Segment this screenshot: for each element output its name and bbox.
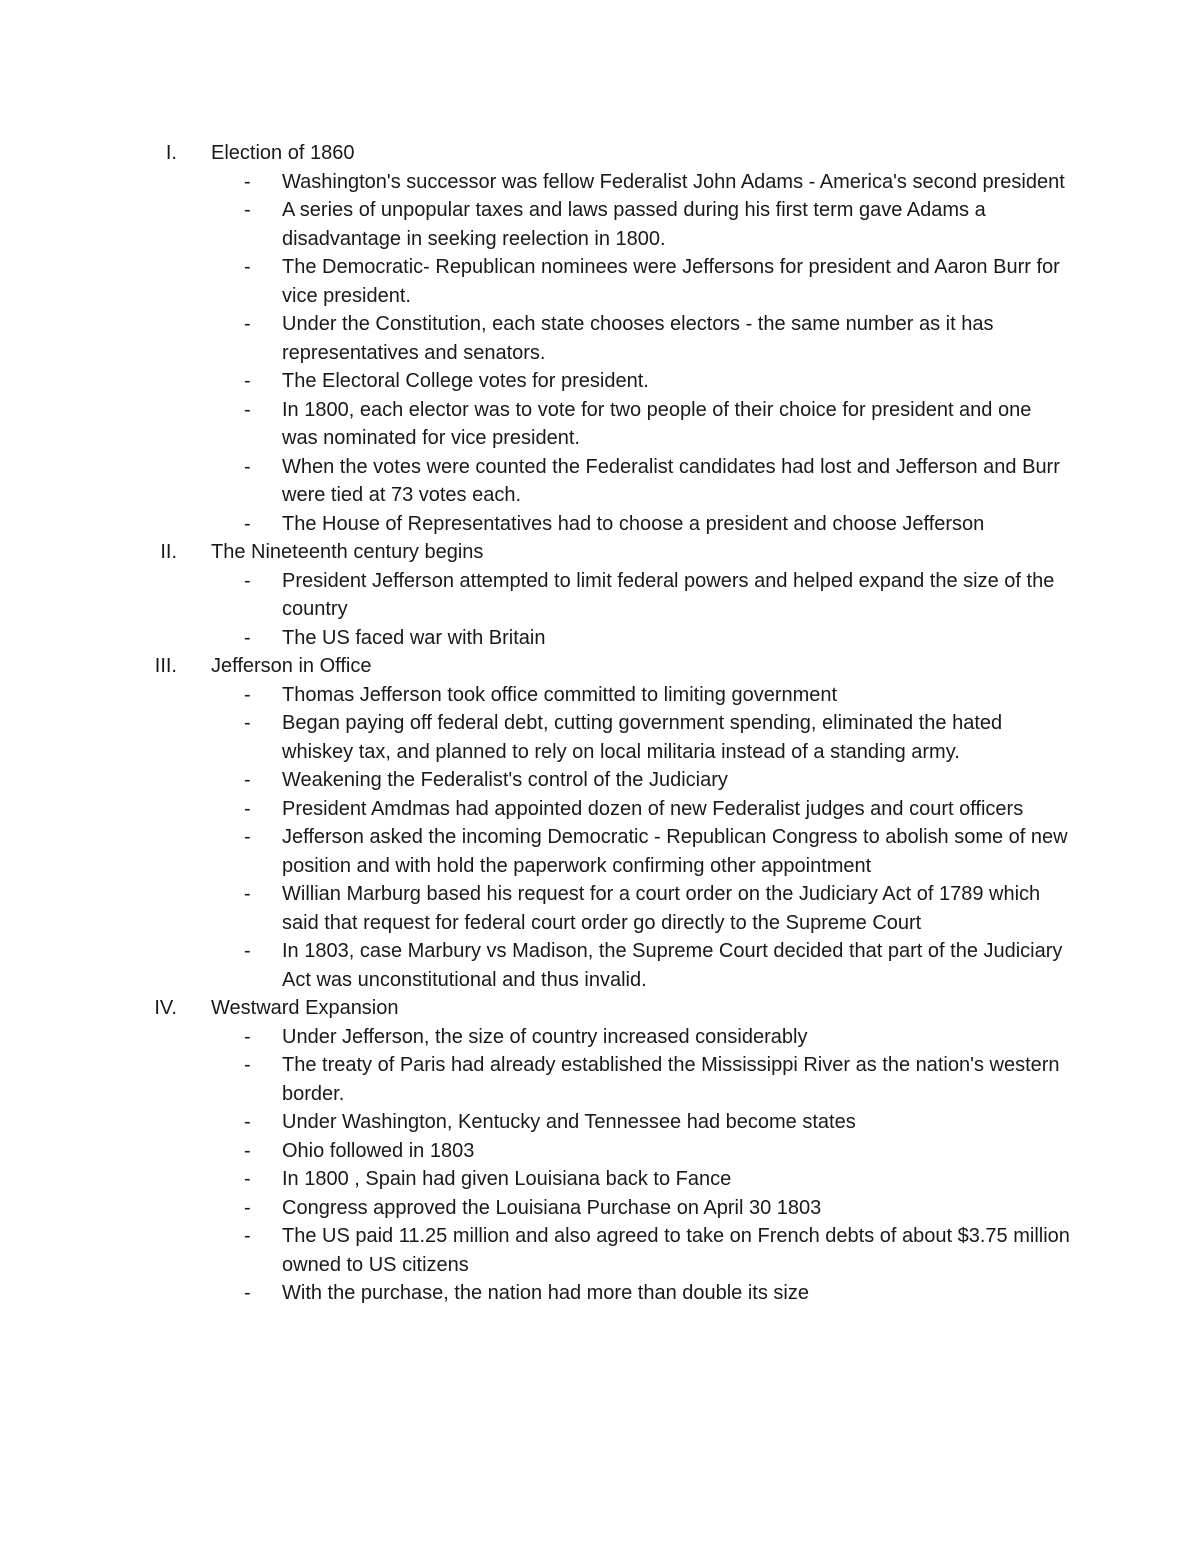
- bullet-text: President Jefferson attempted to limit federal powers and helped expand the size of the country: [282, 569, 1055, 620]
- bullet-dash: -: [244, 797, 251, 820]
- list-item: [0, 795, 1072, 824]
- bullet-text: The US paid 11.25 million and also agreed to take on French debts of about $3.75 million owned to US citizens: [282, 1225, 1070, 1276]
- bullet-dash: -: [244, 1225, 251, 1247]
- bullet-text: Washington's successor was fellow Federalist John Adams - America's second president: [282, 170, 1065, 193]
- list-item: [0, 1137, 1072, 1166]
- list-item: [0, 1222, 1072, 1279]
- list-item: [0, 396, 1072, 453]
- section-title: Westward Expansion: [211, 997, 399, 1019]
- bullet-dash: -: [244, 1111, 251, 1133]
- list-item: [0, 196, 1072, 253]
- section-title: Jefferson in Office: [211, 655, 372, 677]
- bullet-text: The treaty of Paris had already established the Mississippi River as the nation's western border.: [282, 1054, 1060, 1105]
- bullet-text: The Democratic- Republican nominees were Jeffersons for president and Aaron Burr for vice president.: [282, 256, 1060, 307]
- bullet-dash: -: [244, 313, 251, 335]
- bullet-dash: -: [244, 199, 251, 221]
- list-item: [0, 766, 1072, 795]
- bullet-text: In 1803, case Marbury vs Madison, the Supreme Court decided that part of the Judiciary Act was unconstitutional and thus invalid.: [282, 940, 1063, 991]
- section-1: [0, 139, 1200, 538]
- bullet-dash: -: [244, 626, 251, 649]
- outline: [0, 139, 1200, 1308]
- bullet-list: [0, 1023, 1200, 1308]
- list-item: [0, 567, 1072, 624]
- list-item: [0, 1108, 1072, 1137]
- section-4: [0, 994, 1200, 1308]
- bullet-text: A series of unpopular taxes and laws passed during his first term gave Adams a disadvantage in seeking reelection in 1800.: [282, 199, 986, 250]
- bullet-text: Began paying off federal debt, cutting government spending, eliminated the hated whiskey tax, and planned to rely on local militaria instead of a standing army.: [282, 712, 1003, 763]
- section-heading: [0, 538, 1200, 567]
- bullet-dash: -: [244, 170, 251, 193]
- bullet-dash: -: [244, 256, 251, 278]
- section-heading: [0, 994, 1200, 1023]
- list-item: [0, 453, 1072, 510]
- section-heading: [0, 652, 1200, 681]
- list-item: [0, 1023, 1072, 1052]
- list-item: [0, 1051, 1072, 1108]
- bullet-dash: -: [244, 1168, 251, 1190]
- section-3: [0, 652, 1200, 994]
- section-numeral: II.: [160, 541, 177, 563]
- section-numeral: IV.: [154, 997, 177, 1019]
- section-title: Election of 1860: [211, 142, 355, 164]
- bullet-text: In 1800 , Spain had given Louisiana back to Fance: [282, 1168, 732, 1190]
- bullet-text: When the votes were counted the Federalist candidates had lost and Jefferson and Burr were tied at 73 votes each.: [282, 455, 1060, 506]
- bullet-text: In 1800, each elector was to vote for two people of their choice for president and one was nominated for vice president.: [282, 398, 1032, 449]
- bullet-text: Jefferson asked the incoming Democratic - Republican Congress to abolish some of new position and with hold the paperwork confirming other appointment: [282, 826, 1068, 877]
- bullet-text: Under the Constitution, each state chooses electors - the same number as it has representatives and senators.: [282, 313, 994, 364]
- list-item: [0, 624, 1072, 653]
- bullet-dash: -: [244, 1025, 251, 1048]
- bullet-dash: -: [244, 883, 251, 905]
- list-item: [0, 367, 1072, 396]
- section-title: The Nineteenth century begins: [211, 541, 484, 563]
- list-item: [0, 1165, 1072, 1194]
- bullet-text: The House of Representatives had to choose a president and choose Jefferson: [282, 512, 985, 535]
- section-numeral: I.: [165, 142, 177, 164]
- list-item: [0, 253, 1072, 310]
- bullet-dash: -: [244, 512, 251, 535]
- bullet-text: Under Jefferson, the size of country increased considerably: [282, 1025, 808, 1048]
- bullet-list: [0, 168, 1200, 539]
- bullet-dash: -: [244, 455, 251, 478]
- bullet-dash: -: [244, 1054, 251, 1076]
- bullet-dash: -: [244, 1196, 251, 1219]
- bullet-text: Under Washington, Kentucky and Tennessee had become states: [282, 1111, 856, 1133]
- bullet-text: Ohio followed in 1803: [282, 1139, 475, 1162]
- bullet-list: [0, 681, 1200, 995]
- bullet-text: Congress approved the Louisiana Purchase on April 30 1803: [282, 1196, 822, 1219]
- bullet-text: With the purchase, the nation had more than double its size: [282, 1282, 809, 1304]
- section-heading: [0, 139, 1200, 168]
- bullet-dash: -: [244, 1139, 251, 1162]
- section-numeral: III.: [154, 655, 177, 677]
- bullet-dash: -: [244, 712, 251, 734]
- bullet-text: Thomas Jefferson took office committed to limiting government: [282, 683, 838, 706]
- bullet-dash: -: [244, 940, 251, 962]
- list-item: [0, 709, 1072, 766]
- bullet-dash: -: [244, 1282, 251, 1304]
- bullet-text: Weakening the Federalist's control of the Judiciary: [282, 769, 728, 791]
- list-item: [0, 880, 1072, 937]
- list-item: [0, 681, 1072, 710]
- list-item: [0, 510, 1072, 539]
- list-item: [0, 823, 1072, 880]
- bullet-text: Willian Marburg based his request for a court order on the Judiciary Act of 1789 which said that request for federal court order go directly to the Supreme Court: [282, 883, 1041, 934]
- bullet-text: The Electoral College votes for president.: [282, 370, 649, 392]
- list-item: [0, 168, 1072, 197]
- bullet-text: The US faced war with Britain: [282, 626, 546, 649]
- list-item: [0, 310, 1072, 367]
- list-item: [0, 1279, 1072, 1308]
- bullet-dash: -: [244, 769, 251, 791]
- section-2: [0, 538, 1200, 652]
- bullet-dash: -: [244, 569, 251, 592]
- bullet-dash: -: [244, 683, 251, 706]
- bullet-list: [0, 567, 1200, 653]
- bullet-text: President Amdmas had appointed dozen of new Federalist judges and court officers: [282, 797, 1024, 820]
- list-item: [0, 937, 1072, 994]
- bullet-dash: -: [244, 370, 251, 392]
- bullet-dash: -: [244, 398, 251, 421]
- list-item: [0, 1194, 1072, 1223]
- bullet-dash: -: [244, 826, 251, 848]
